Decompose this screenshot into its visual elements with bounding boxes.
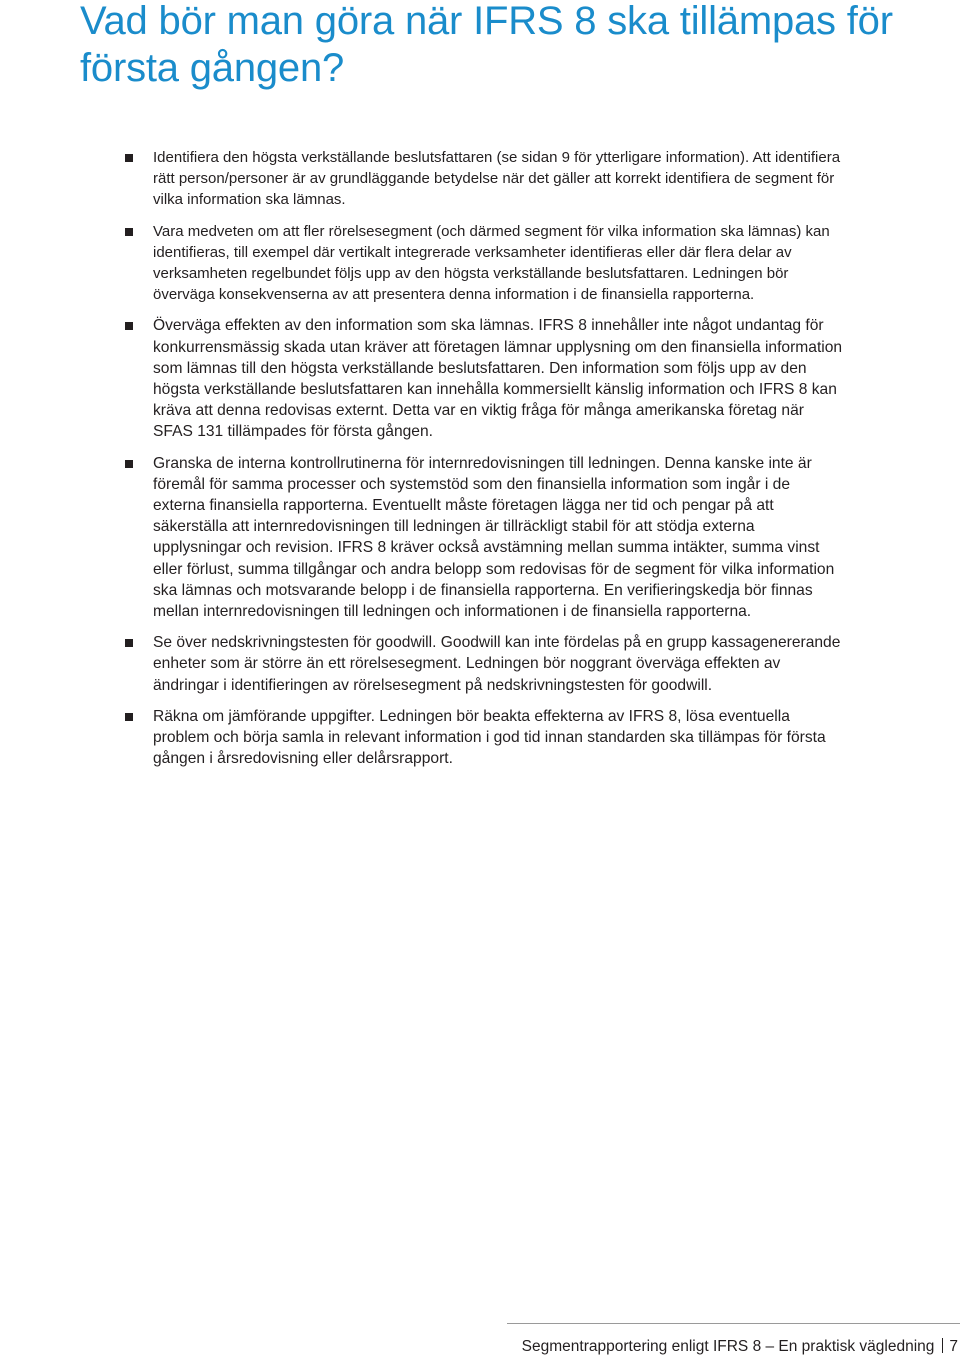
list-item: [153, 221, 843, 306]
list-item-text: Se över nedskrivningstesten för goodwill. Goodwill kan inte fördelas på en grupp kassagenererande enheter som är större än ett rörelsesegment. Ledningen bör noggrant överväga effekten av ändringar i identifieringen av rörelsesegment på nedskrivningstesten för goodwill.: [153, 634, 841, 694]
list-item-text: Överväga effekten av den information som ska lämnas. IFRS 8 innehåller inte något undantag för konkurrensmässig skada utan kräver att företagen lämnar upplysning om den finansiella information som lämnas till den högsta verkställande beslutsfattaren. Den information som följs upp av den högsta verkställande beslutsfattaren kan innehålla kommersiellt känslig information och IFRS 8 kan kräva att denna redovisas externt. Detta var en viktig fråga för många amerikanska företag när SFAS 131 tillämpades för första gången.: [153, 317, 843, 441]
footer-divider: [507, 1323, 960, 1324]
square-bullet-icon: [125, 713, 133, 721]
square-bullet-icon: [125, 154, 133, 162]
square-bullet-icon: [125, 228, 133, 236]
square-bullet-icon: [125, 639, 133, 647]
page-number: 7: [949, 1338, 958, 1355]
list-item: [153, 632, 843, 696]
square-bullet-icon: [125, 322, 133, 330]
list-item-text: Granska de interna kontrollrutinerna för internredovisningen till ledningen. Denna kanske inte är föremål för samma processer och systemstöd som den finansiella information som ingår i de externa finansiella rapporterna. Eventuellt måste företagen lägga ner tid och pengar på att säkerställa att internredovisningen till ledningen är tillräckligt stabil för att stödja externa upplysningar och revision. IFRS 8 kräver också avstämning mellan summa intäkter, summa vinst eller förlust, summa tillgångar och andra belopp som redovisas för de segment för vilka information ska lämnas och motsvarande belopp i de finansiella rapporterna. En verifieringskedja bör finnas mellan internredovisningen till ledningen och informationen i de finansiella rapporterna.: [153, 454, 835, 621]
list-item-text: Identifiera den högsta verkställande beslutsfattaren (se sidan 9 för ytterligare information). Att identifiera rätt person/personer är av grundläggande betydelse när det gäller att korrekt identifiera de segment för vilka information ska lämnas.: [153, 149, 841, 209]
bullet-list: [153, 147, 843, 779]
list-item: [153, 315, 843, 442]
list-item: [153, 147, 843, 211]
list-item-text: Vara medveten om att fler rörelsesegment (och därmed segment för vilka information ska lämnas) kan identifieras, till exempel där vertikalt integrerade verksamheter identifieras eller där flera delar av verksamheten regelbundet följs upp av den högsta verkställande beslutsfattaren. Ledningen bör överväga konsekvenserna av att presentera denna information i de finansiella rapporterna.: [153, 222, 830, 304]
page-title: Vad bör man göra när IFRS 8 ska tillämpas för första gången?: [80, 0, 893, 90]
footer-text: Segmentrapportering enligt IFRS 8 – En praktisk vägledning: [521, 1338, 935, 1355]
list-item: [153, 453, 843, 623]
page-footer: [522, 1337, 958, 1357]
footer-separator: [942, 1338, 943, 1353]
list-item-text: Räkna om jämförande uppgifter. Ledningen bör beakta effekterna av IFRS 8, lösa eventuella problem och börja samla in relevant information i god tid innan standarden ska tillämpas för första gången i årsredovisning eller delårsrapport.: [153, 707, 826, 768]
list-item: [153, 706, 843, 770]
square-bullet-icon: [125, 460, 133, 468]
